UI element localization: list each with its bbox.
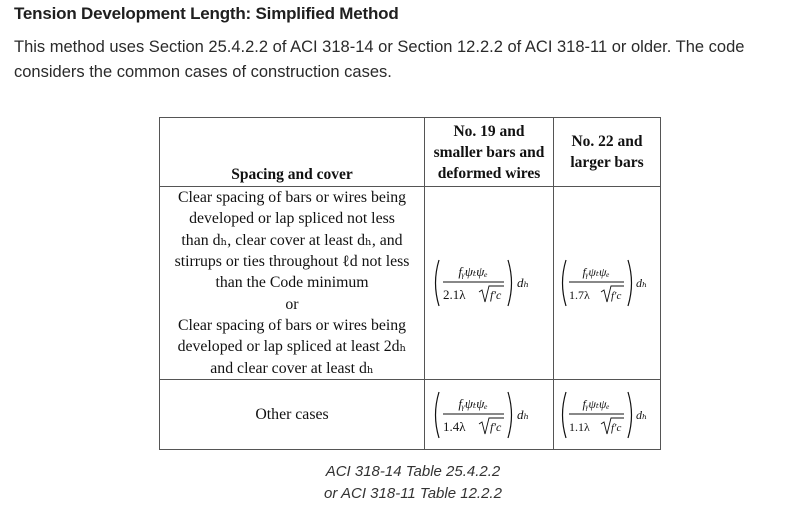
header-spacing-and-cover: Spacing and cover: [160, 118, 425, 187]
formula-small-bars-cell: [425, 187, 554, 380]
intro-line-1: This method uses Section 25.4.2.2 of ACI 318-14 or Section 12.2.2 of ACI 318-11 or older. The code: [14, 38, 745, 56]
condition-a-line-4: stirrups or ties throughout ℓd not less: [174, 253, 410, 271]
condition-a-line-5: than the Code minimum: [215, 274, 369, 292]
formula-numerator: fᵧψₜψₑ: [458, 395, 488, 411]
formula-numerator: fᵧψₜψₑ: [582, 265, 610, 279]
formula-root: f′c: [490, 419, 502, 434]
header-small-bars-line-1: No. 19 and: [453, 122, 525, 140]
table-caption: [0, 461, 800, 505]
condition-b-line-1: Clear spacing of bars or wires being: [177, 316, 407, 334]
formula-large-bars-cell: [554, 187, 661, 380]
formula-coefficient: 1.7λ: [569, 288, 590, 302]
development-length-formula: [431, 257, 547, 309]
table-row: [160, 187, 661, 380]
formula-small-bars-cell: [425, 380, 554, 450]
formula-numerator: fᵧψₜψₑ: [582, 396, 610, 411]
condition-b-line-3: and clear cover at least dₕ: [210, 359, 374, 377]
formula-numerator: fᵧψₜψₑ: [458, 264, 488, 279]
condition-b-line-2: developed or lap spliced at least 2dₕ: [177, 338, 407, 356]
condition-a-line-2: developed or lap spliced not less: [189, 210, 395, 228]
header-large-bars-line-2: larger bars: [570, 154, 644, 171]
condition-a-line-3: than dₕ, clear cover at least dₕ, and: [181, 231, 403, 249]
formula-root: f′c: [611, 421, 622, 434]
spacing-condition-cell: [160, 187, 425, 380]
formula-root: f′c: [490, 288, 502, 302]
development-length-formula: [558, 389, 656, 441]
header-row: [160, 118, 661, 187]
development-length-formula: [431, 389, 547, 441]
other-cases-cell: Other cases: [160, 380, 425, 450]
formula-large-bars-cell: [554, 380, 661, 450]
table-row: [160, 380, 661, 450]
intro-line-2: considers the common cases of construction cases.: [14, 63, 392, 81]
formula-coefficient: 1.1λ: [569, 419, 590, 434]
caption-line-1: ACI 318-14 Table 25.4.2.2: [325, 463, 501, 480]
formula-multiplier: dₕ: [636, 276, 648, 290]
intro-paragraph: [14, 35, 786, 85]
header-small-bars-line-3: deformed wires: [437, 164, 541, 182]
section-heading: Tension Development Length: Simplified Method: [14, 4, 399, 23]
header-large-bars-line-1: No. 22 and: [571, 133, 643, 150]
caption-line-2: or ACI 318-11 Table 12.2.2: [324, 485, 502, 502]
formula-multiplier: dₕ: [517, 406, 530, 422]
development-length-formula: [558, 257, 656, 309]
formula-multiplier: dₕ: [517, 275, 530, 290]
condition-a-line-1: Clear spacing of bars or wires being: [177, 189, 407, 207]
formula-coefficient: 1.4λ: [443, 418, 466, 434]
formula-root: f′c: [611, 290, 622, 302]
formula-coefficient: 2.1λ: [443, 287, 466, 302]
header-large-bars: [554, 118, 661, 187]
formula-multiplier: dₕ: [636, 407, 648, 422]
header-small-bars-line-2: smaller bars and: [433, 143, 545, 161]
condition-or: or: [285, 295, 299, 313]
header-small-bars: [425, 118, 554, 187]
development-length-table: [159, 117, 661, 450]
